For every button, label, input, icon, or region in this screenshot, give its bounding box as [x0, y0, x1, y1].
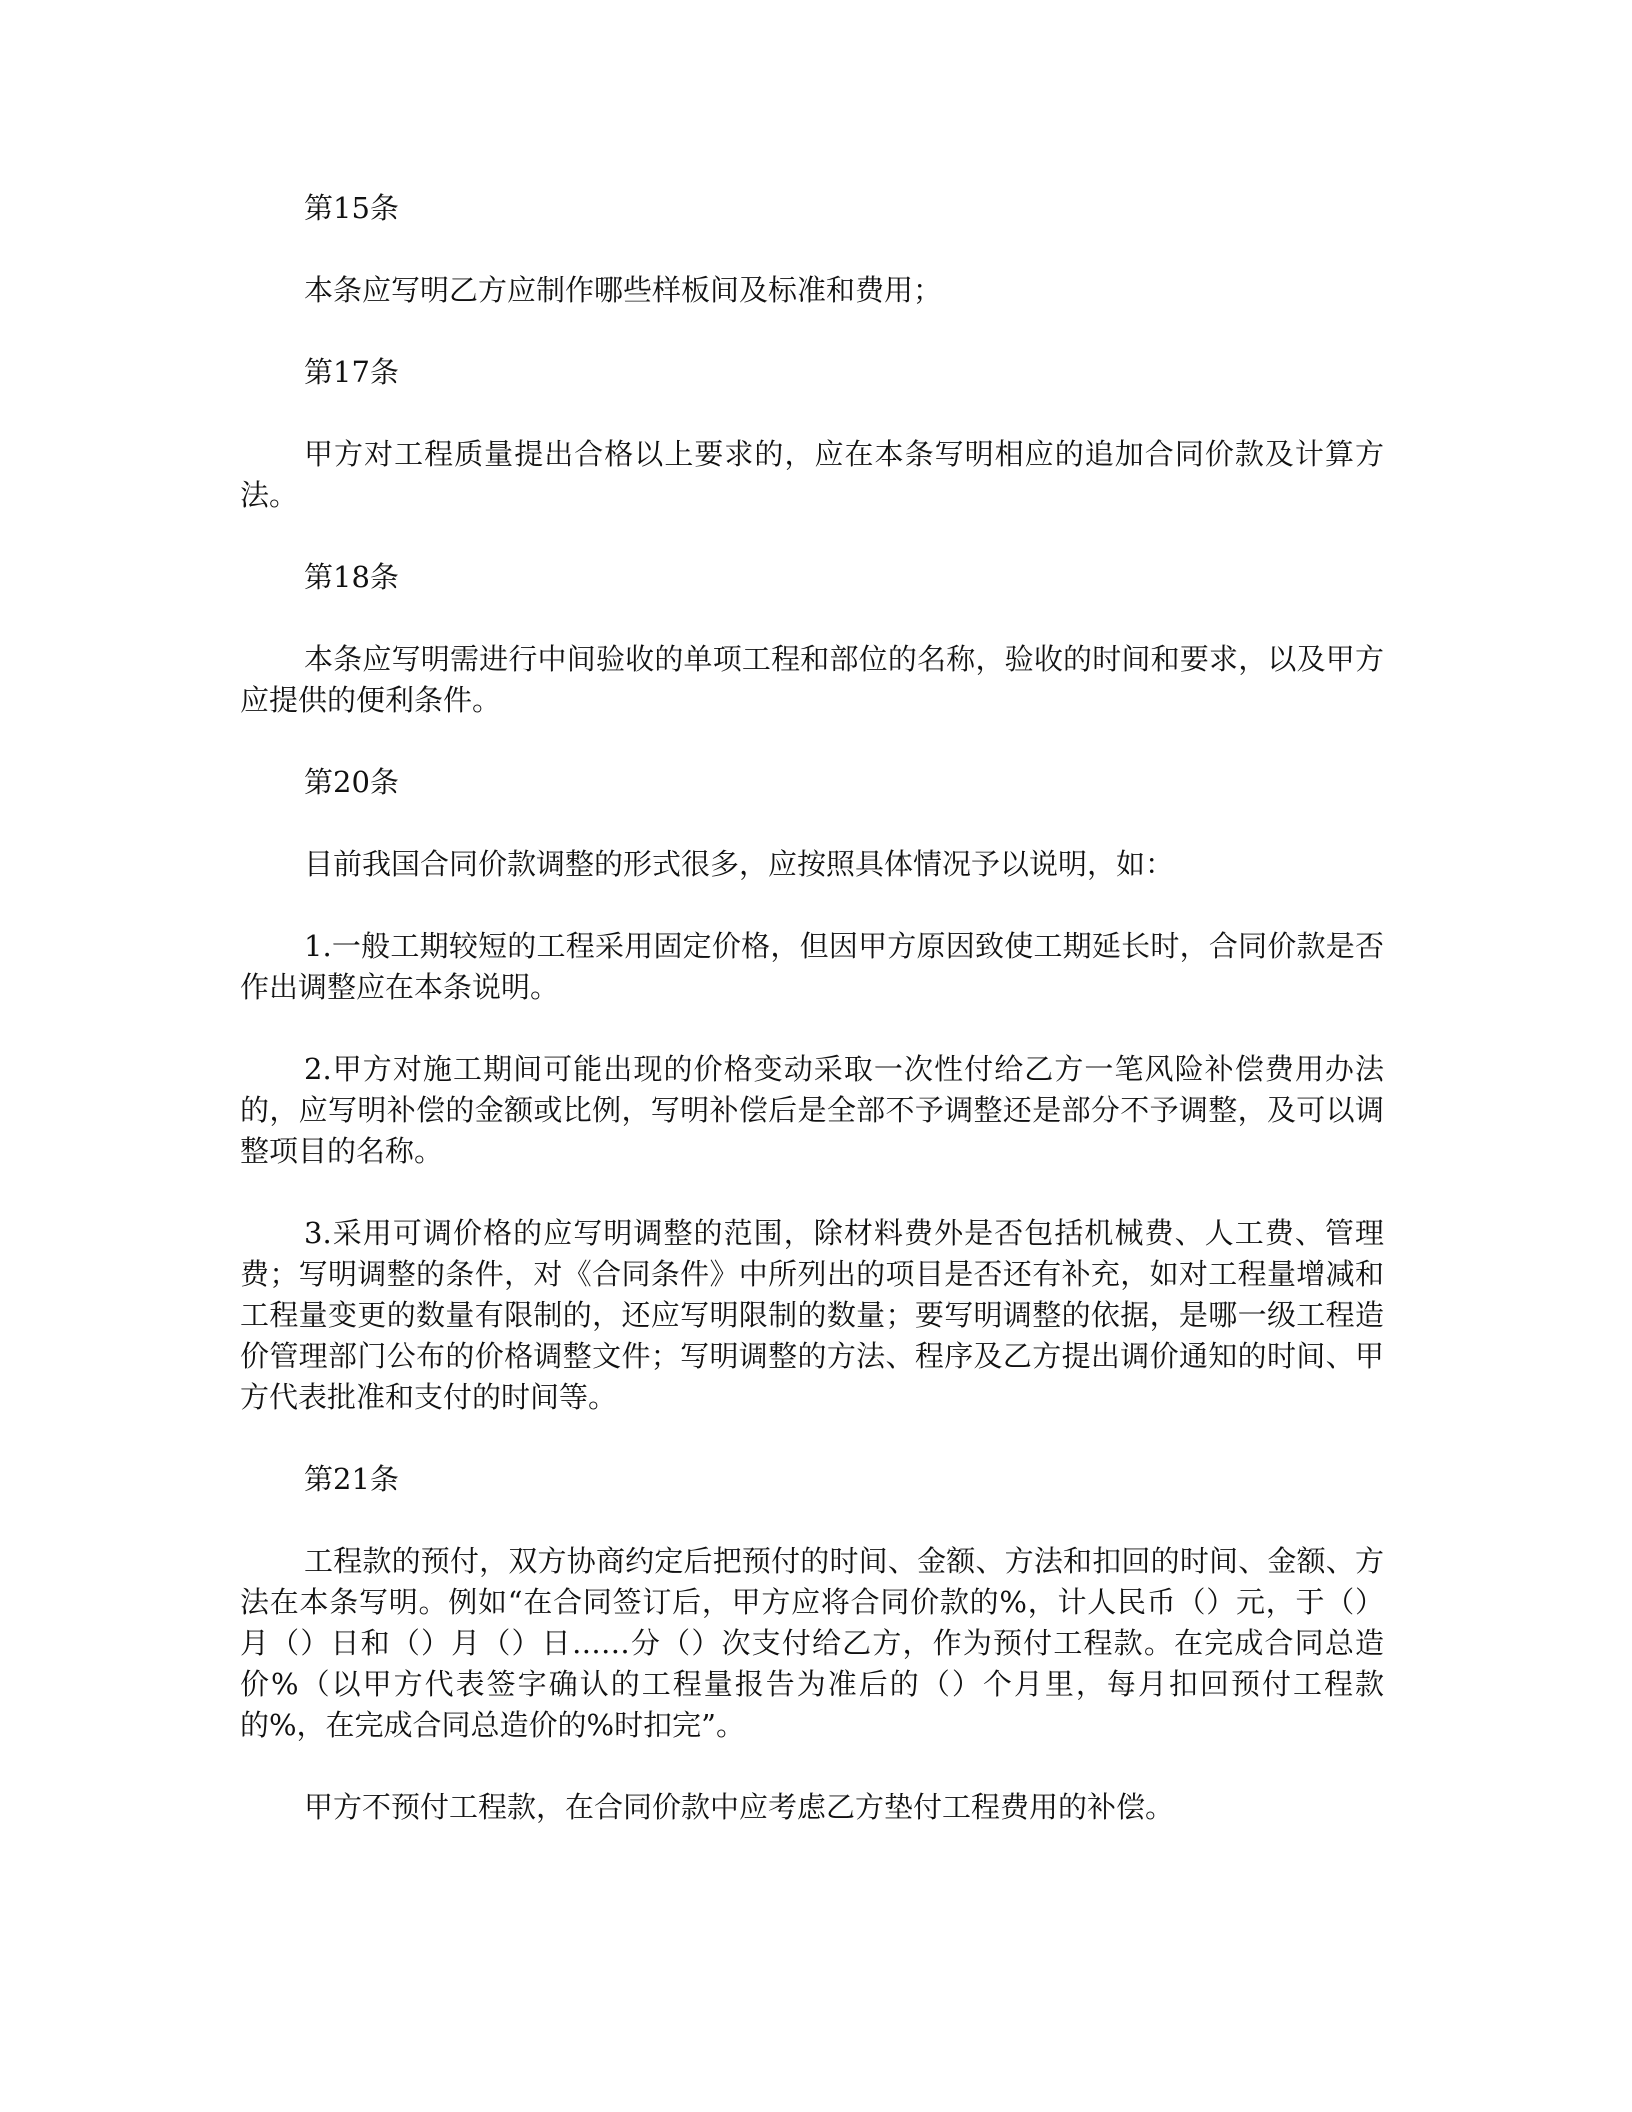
article-heading-18: 第18条 — [304, 560, 399, 594]
paragraph-17: 甲方对工程质量提出合格以上要求的，应在本条写明相应的追加合同价款及计算方法。 — [240, 437, 1384, 512]
paragraph-20-item-3: 3.采用可调价格的应写明调整的范围，除材料费外是否包括机械费、人工费、管理费；写明调整的条件，对《合同条件》中所列出的项目是否还有补充，如对工程量增减和工程量变更的数量有限制的，还应写明限制的数量；要写明调整的依据，是哪一级工程造价管理部门公布的价格调整文件；写明调整的方法、程序及乙方提出调价通知的时间、甲方代表批准和支付的时间等。 — [240, 1216, 1384, 1414]
article-heading-20: 第20条 — [304, 765, 399, 799]
paragraph-20-intro: 目前我国合同价款调整的形式很多，应按照具体情况予以说明，如： — [304, 847, 1175, 881]
paragraph-21: 工程款的预付，双方协商约定后把预付的时间、金额、方法和扣回的时间、金额、方法在本条写明。例如“在合同签订后，甲方应将合同价款的%，计人民币（）元，于（）月（）日和（）月（）日……分（）次支付给乙方，作为预付工程款。在完成合同总造价%（以甲方代表签字确认的工程量报告为准后的（）个月里，每月扣回预付工程款的%，在完成合同总造价的%时扣完”。 — [240, 1544, 1384, 1742]
paragraph-18: 本条应写明需进行中间验收的单项工程和部位的名称，验收的时间和要求，以及甲方应提供的便利条件。 — [240, 642, 1384, 717]
paragraph-21-note: 甲方不预付工程款，在合同价款中应考虑乙方垫付工程费用的补偿。 — [304, 1790, 1175, 1824]
article-heading-17: 第17条 — [304, 355, 399, 389]
article-heading-15: 第15条 — [304, 191, 399, 225]
document-page — [240, 188, 1384, 1869]
paragraph-20-item-2: 2.甲方对施工期间可能出现的价格变动采取一次性付给乙方一笔风险补偿费用办法的，应写明补偿的金额或比例，写明补偿后是全部不予调整还是部分不予调整，及可以调整项目的名称。 — [240, 1052, 1384, 1168]
paragraph-20-item-1: 1.一般工期较短的工程采用固定价格，但因甲方原因致使工期延长时，合同价款是否作出调整应在本条说明。 — [240, 929, 1384, 1004]
paragraph-15: 本条应写明乙方应制作哪些样板间及标准和费用； — [304, 273, 943, 307]
article-heading-21: 第21条 — [304, 1462, 399, 1496]
